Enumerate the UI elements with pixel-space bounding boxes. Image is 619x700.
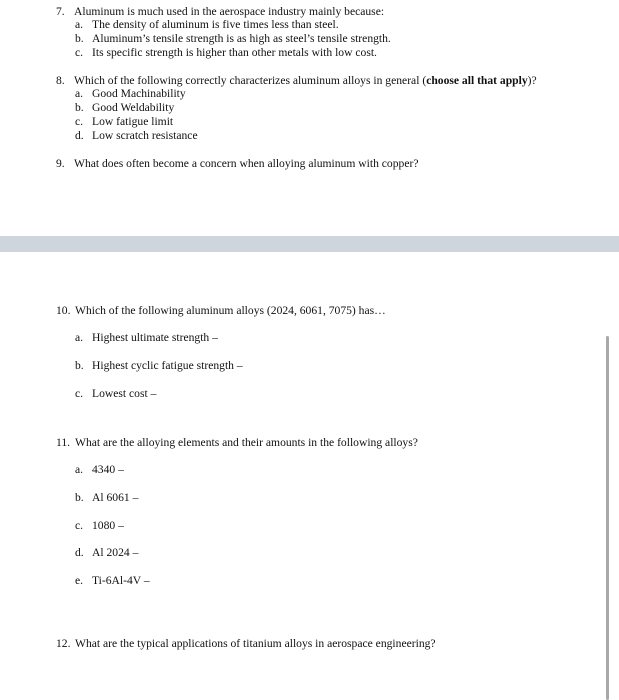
question-text-part: Which of the following correctly characterizes aluminum alloys in general ( [74,74,427,87]
option-text: The density of aluminum is five times less than steel. [92,18,339,31]
question-text: What are the alloying elements and their amounts in the following alloys? [75,436,418,449]
option-text: Low scratch resistance [92,129,198,142]
option-text: Ti-6Al-4V – [92,574,150,587]
option-letter: a. [75,87,84,100]
option-c [75,46,377,60]
option-a [75,87,186,101]
option-d [75,129,198,143]
option-c [75,115,173,129]
option-c [75,387,156,401]
option-b [75,359,243,373]
option-letter: b. [75,491,84,504]
option-text: Good Machinability [92,87,186,100]
option-letter: b. [75,359,84,372]
option-text: Al 2024 – [92,546,139,559]
option-b [75,101,174,115]
question-text: What does often become a concern when alloying aluminum with copper? [74,157,419,170]
option-d [75,546,138,560]
option-b [75,32,391,46]
option-text: Low fatigue limit [92,115,174,128]
option-letter: d. [75,546,84,559]
question-number: 11. [56,436,71,449]
option-letter: a. [75,331,84,344]
question-text: Aluminum is much used in the aerospace industry mainly because: [74,5,385,18]
option-a [75,18,339,32]
option-e [75,574,150,588]
option-letter: c. [75,46,84,59]
option-text: Highest cyclic fatigue strength – [92,359,243,372]
question-text: What are the typical applications of titanium alloys in aerospace engineering? [75,637,436,650]
option-b [75,491,138,505]
option-text: 1080 – [92,519,124,532]
question-text: Which of the following aluminum alloys (2024, 6061, 7075) has… [75,304,386,317]
page-divider [0,236,619,252]
option-text: Lowest cost – [92,387,157,400]
option-letter: a. [75,18,84,31]
question-number: 7. [56,5,65,18]
option-c [75,519,124,533]
option-text: Highest ultimate strength – [92,331,218,344]
option-letter: c. [75,115,84,128]
question-number: 9. [56,157,65,170]
vertical-scrollbar[interactable] [606,336,609,700]
question-number: 12. [56,637,71,650]
question-text-part: )? [527,74,537,87]
option-letter: c. [75,519,84,532]
question-number: 8. [56,74,65,87]
question-text-emphasis: choose all that apply [426,74,528,87]
option-letter: b. [75,32,84,45]
question-text [74,74,537,88]
option-letter: a. [75,463,84,476]
option-letter: d. [75,129,84,142]
option-letter: c. [75,387,84,400]
option-text: Al 6061 – [92,491,139,504]
option-text: 4340 – [92,463,124,476]
option-letter: b. [75,101,84,114]
option-text: Its specific strength is higher than other metals with low cost. [92,46,377,59]
option-a [75,331,218,345]
option-text: Aluminum’s tensile strength is as high as steel’s tensile strength. [92,32,391,45]
question-number: 10. [56,304,71,317]
option-a [75,463,124,477]
option-letter: e. [75,574,84,587]
option-text: Good Weldability [92,101,175,114]
